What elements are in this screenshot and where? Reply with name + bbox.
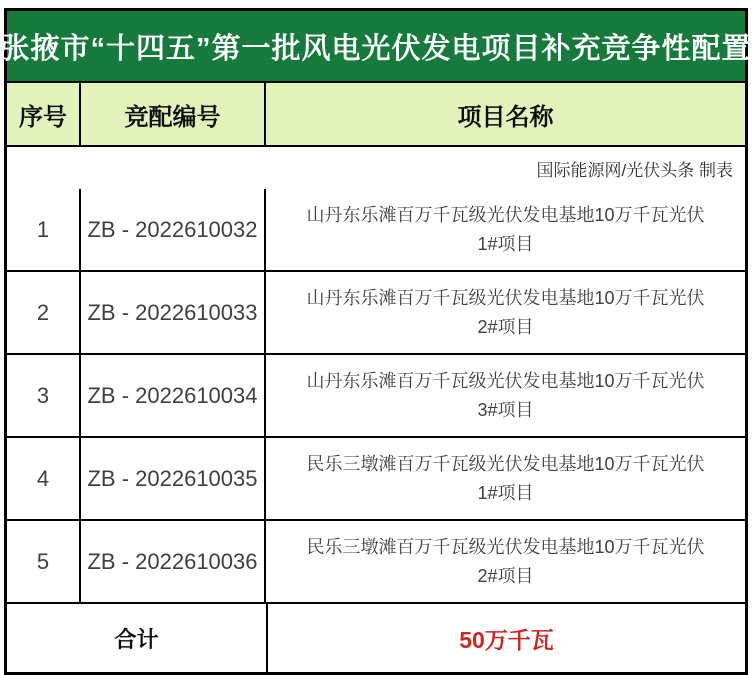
row-number-cell: 1 [7, 189, 81, 270]
competition-code-cell: ZB - 2022610034 [81, 355, 266, 436]
table-row [7, 438, 745, 521]
project-name-cell [266, 438, 745, 519]
project-name-line-2: 2#项目 [477, 316, 534, 337]
col-header-serial-number: 序号 [7, 83, 81, 145]
page-title: 张掖市“十四五”第一批风电光伏发电项目补充竞争性配置 [7, 11, 745, 83]
source-note: 国际能源网/光伏头条 制表 [7, 147, 745, 189]
row-number-cell: 4 [7, 438, 81, 519]
project-name-cell [266, 521, 745, 602]
table-row [7, 355, 745, 438]
col-header-project-name: 项目名称 [457, 103, 554, 131]
table-header-row [7, 83, 745, 147]
project-name-line-1: 民乐三墩滩百万千瓦级光伏发电基地10万千瓦光伏 [306, 536, 705, 557]
project-name-line-1: 民乐三墩滩百万千瓦级光伏发电基地10万千瓦光伏 [306, 453, 705, 474]
table-frame [0, 8, 752, 675]
table-row [7, 272, 745, 355]
project-name-line-1: 山丹东乐滩百万千瓦级光伏发电基地10万千瓦光伏 [306, 204, 705, 225]
row-number-cell: 3 [7, 355, 81, 436]
project-name-line-1: 山丹东乐滩百万千瓦级光伏发电基地10万千瓦光伏 [306, 287, 705, 308]
project-name-line-2: 2#项目 [477, 565, 534, 586]
table-row [7, 189, 745, 272]
competition-code-cell: ZB - 2022610032 [81, 189, 266, 270]
competition-code-cell: ZB - 2022610036 [81, 521, 266, 602]
project-name-line-2: 1#项目 [477, 233, 534, 254]
project-name-cell [266, 272, 745, 353]
project-name-cell [266, 355, 745, 436]
table-row [7, 521, 745, 604]
project-name-line-2: 1#项目 [477, 482, 534, 503]
competition-code-cell: ZB - 2022610035 [81, 438, 266, 519]
row-number-cell: 2 [7, 272, 81, 353]
table-footer-row [7, 604, 745, 672]
project-name-line-1: 山丹东乐滩百万千瓦级光伏发电基地10万千瓦光伏 [306, 370, 705, 391]
total-label-cell: 合计 [7, 604, 268, 672]
competition-code-cell: ZB - 2022610033 [81, 272, 266, 353]
project-name-cell [266, 189, 745, 270]
col-header-competition-code: 竞配编号 [81, 83, 266, 145]
project-name-line-2: 3#项目 [477, 399, 534, 420]
row-number-cell: 5 [7, 521, 81, 602]
total-value-cell: 50万千瓦 [459, 626, 554, 653]
